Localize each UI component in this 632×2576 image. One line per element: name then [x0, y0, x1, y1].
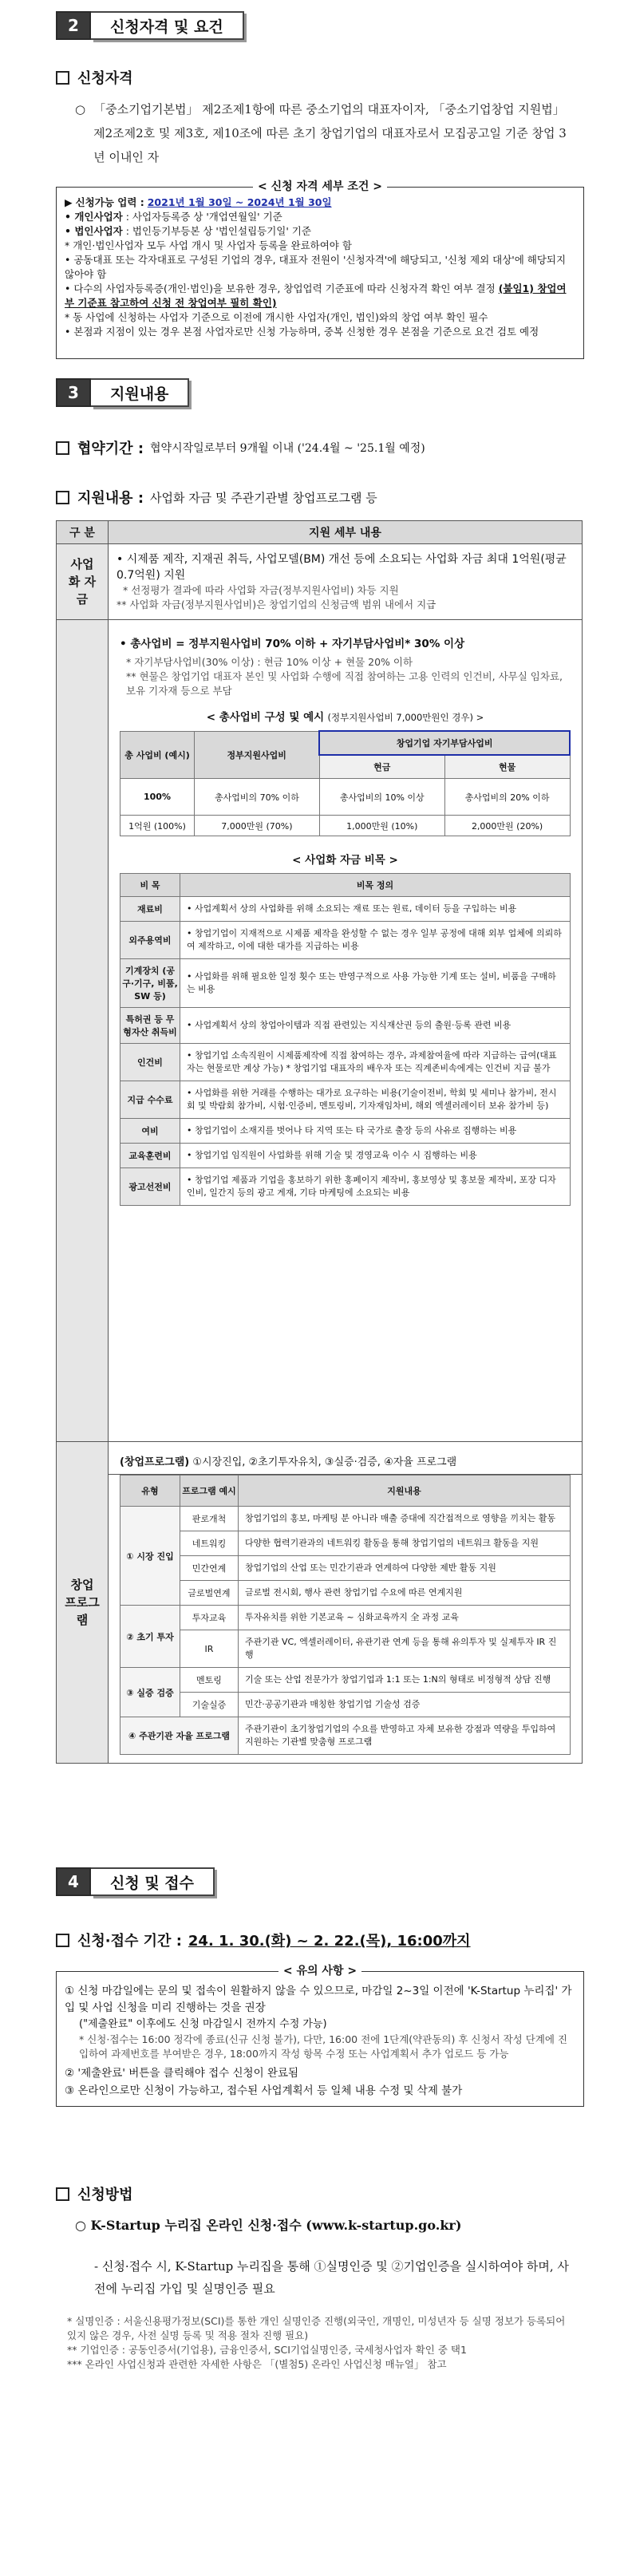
table-row-funding-detail [57, 620, 583, 1475]
program-type: ③ 실증 검증 [120, 1668, 180, 1717]
eligibility-conditions-box [56, 180, 584, 359]
program-example: 기술실증 [180, 1693, 239, 1717]
section-title: 신청 및 접수 [91, 1867, 215, 1896]
conditions-title: < 신청 자격 세부 조건 > [253, 178, 387, 194]
program-type: ④ 주관기관 자율 프로그램 [120, 1717, 239, 1755]
program-row [120, 1668, 571, 1693]
program-content: 주관기관이 초기창업기업의 수요를 반영하고 자체 보유한 강점과 역량을 투입하여 지원하는 기관별 맞춤형 프로그램 [239, 1717, 571, 1755]
circle-bullet-icon: ○ [75, 102, 86, 117]
heading-text: 협약기간 : [77, 441, 144, 457]
cost-item-definition: • 창업기업 소속직원이 시제품제작에 직접 참여하는 경우, 과제참여율에 따라 지급하는 급여(대표자는 현물로만 계상 가능) * 창업기업 대표자의 배우자 또는 직계존비속에게는 인건비 지급 불가 [180, 1044, 571, 1081]
section-number: 2 [56, 11, 91, 40]
program-content: 주관기관 VC, 엑셀러레이터, 유관기관 연계 등을 통해 유의투자 및 실제투자 IR 진행 [239, 1630, 571, 1668]
condition-label: • 법인사업자 [65, 225, 123, 237]
program-example: 투자교육 [180, 1606, 239, 1630]
funding-note: ** 사업화 자금(정부지원사업비)은 창업기업의 신청금액 범위 내에서 지급 [117, 599, 436, 610]
condition-text: * 동 사업에 신청하는 사업자 기준으로 이전에 개시한 사업자(개인, 법인)와의 창업 여부 확인 필수 [65, 311, 488, 323]
cost-item-name: 기계장치 (공구·기구, 비품, SW 등) [120, 959, 180, 1008]
in-kind-note: ** 현물은 창업기업 대표자 본인 및 사업화 수행에 직접 참여하는 고용 인력의 인건비, 사무실 임차료, 보유 기자재 등으로 부담 [126, 670, 563, 697]
cost-item-name: 광고선전비 [120, 1168, 180, 1206]
program-content: 창업기업의 산업 또는 민간기관과 연계하여 다양한 제반 활동 지원 [239, 1556, 571, 1581]
program-example: 민간연계 [180, 1556, 239, 1581]
program-content: 다양한 협력기관과의 네트워킹 활동을 통해 창업기업의 네트워크 활동을 지원 [239, 1531, 571, 1556]
row-label-text: 사업화 자금 [68, 557, 97, 606]
program-row [120, 1556, 571, 1581]
program-table [56, 1441, 583, 1764]
cost-item-definition: • 사업계획서 상의 창업아이템과 직접 관련있는 지식재산권 등의 출원·등록 관련 비용 [180, 1008, 571, 1044]
checkbox-square-icon [56, 2187, 69, 2201]
composition-title-text: < 총사업비 구성 및 예시 [206, 711, 325, 724]
agreement-period-heading [56, 437, 425, 458]
notice-box [56, 1965, 584, 2107]
cost-item-name: 지급 수수료 [120, 1081, 180, 1119]
condition-line [65, 210, 575, 224]
application-method-detail: - 신청·접수 시, K-Startup 누리집을 통해 ①실명인증 및 ②기업인증을 실시하여야 하며, 사전에 누리집 가입 및 실명인증 필요 [94, 2259, 569, 2296]
cost-row [120, 1081, 571, 1119]
comp-cell: 7,000만원 (70%) [195, 816, 320, 836]
comp-cell: 총사업비의 20% 이하 [444, 779, 570, 816]
cost-item-definition: • 창업기업이 지재적으로 시제품 제작을 완성할 수 없는 경우 일부 공정에 대해 외부 업체에 의뢰하여 제작하고, 이에 대한 대가를 지급하는 비용 [180, 922, 571, 959]
footnote-real-name: * 실명인증 : 서울신용평가정보(SCI)를 통한 개인 실명인증 진행(외국인, 개명인, 미성년자 등 실명 정보가 등록되어 있지 않은 경우, 사전 실명 등록 및 적용 절차 진행 필요) [67, 2315, 566, 2341]
checkbox-square-icon [56, 71, 69, 85]
footnote-company-auth: ** 기업인증 : 공동인증서(기업용), 금융인증서, SCI기업실명인증, 국세청사업자 확인 중 택1 [67, 2344, 467, 2356]
condition-label: • 개인사업자 [65, 211, 123, 223]
notice-item-1-note: ("제출완료" 이후에도 신청 마감일시 전까지 수정 가능) [79, 2018, 327, 2030]
row-label-empty [57, 620, 109, 1475]
cost-item-definition: • 사업화를 위한 거래를 수행하는 대가로 요구하는 비용(기술이전비, 학회 및 세미나 참가비, 전시회 및 박람회 참가비, 시험·인증비, 멘토링비, 기자재임차비, 해외 엑셀러레이터 보유 참가비 등) [180, 1081, 571, 1119]
program-row [120, 1606, 571, 1630]
cost-item-name: 교육훈련비 [120, 1144, 180, 1168]
cost-row [120, 922, 571, 959]
table-header-row [57, 521, 583, 544]
funding-line-1 [117, 551, 574, 583]
condition-line [65, 224, 575, 239]
notice-item-1: ① 신청 마감일에는 문의 및 접속이 원활하지 않을 수 있으므로, 마감일 2~3일 이전에 'K-Startup 누리집' 가입 및 사업 신청을 미리 진행하는 것을 권장 [65, 1985, 572, 2014]
application-method-line: ○ K-Startup 누리집 온라인 신청·접수 (www.k-startup.go.kr) [75, 2218, 462, 2233]
program-row [120, 1531, 571, 1556]
comp-cell: 2,000만원 (20%) [444, 816, 570, 836]
row-label [57, 1442, 109, 1764]
section-2-header [56, 11, 244, 40]
funding-main-text: • 시제품 제작, 지재권 취득, 사업모델(BM) 개선 등에 소요되는 사업화 자금 최대 1억원(평균 0.7억원) 지원 [117, 553, 567, 582]
cost-item-name: 재료비 [120, 897, 180, 922]
funding-detail-cell [109, 544, 583, 620]
column-header: 구 분 [57, 521, 109, 544]
footnote-manual: *** 온라인 사업신청과 관련한 자세한 사항은 「(별첨5) 온라인 사업신청 매뉴얼」 참고 [67, 2358, 447, 2370]
cost-row [120, 1119, 571, 1144]
cost-header-item: 비 목 [120, 874, 180, 897]
agreement-period-text: 협약시작일로부터 9개월 이내 ('24.4월 ~ '25.1월 예정) [150, 442, 425, 455]
application-period-heading [56, 1930, 471, 1950]
condition-line [65, 282, 575, 310]
funding-composition-cell [109, 620, 583, 1475]
program-type: ② 초기 투자 [120, 1606, 180, 1668]
comp-cell: 총사업비의 10% 이상 [319, 779, 444, 816]
section-title: 지원내용 [91, 378, 189, 407]
comp-header-total: 총 사업비 (예시) [120, 731, 195, 779]
condition-line [65, 253, 575, 282]
program-content: 기술 또는 산업 전문가가 창업기업과 1:1 또는 1:N의 형태로 비정형적 상담 진행 [239, 1668, 571, 1693]
program-summary [120, 1453, 571, 1468]
section-4-header [56, 1867, 215, 1896]
cost-items-title: < 사업화 자금 비목 > [292, 854, 398, 867]
cost-row [120, 959, 571, 1008]
total-cost-formula: • 총사업비 = 정부지원사업비 70% 이하 + 자기부담사업비* 30% 이상 [120, 638, 465, 650]
support-content-heading [56, 487, 377, 508]
program-row [120, 1717, 571, 1755]
program-summary-text: ①시장진입, ②초기투자유치, ③실증·검증, ④자율 프로그램 [192, 1456, 457, 1468]
heading-text: 지원내용 : [77, 490, 144, 507]
section-title: 신청자격 및 요건 [91, 11, 244, 40]
cost-rows [120, 897, 571, 1206]
notice-item-3: ③ 온라인으로만 신청이 가능하고, 접수된 사업계획서 등 일체 내용 수정 및 삭제 불가 [65, 2084, 463, 2097]
prog-header-example: 프로그램 예시 [180, 1476, 239, 1507]
condition-line [65, 239, 575, 253]
funding-note: * 선정평가 결과에 따라 사업화 자금(정부지원사업비) 차등 지원 [123, 584, 399, 596]
section-number: 4 [56, 1867, 91, 1896]
program-example: 네트워킹 [180, 1531, 239, 1556]
cost-item-name: 여비 [120, 1119, 180, 1144]
self-burden-note: * 자기부담사업비(30% 이상) : 현금 10% 이상 + 현물 20% 이하 [126, 656, 413, 668]
cost-row [120, 897, 571, 922]
condition-text: • 본점과 지점이 있는 경우 본점 사업자로만 신청 가능하며, 중복 신청한 경우 본점을 기준으로 요건 검토 예정 [65, 326, 539, 338]
condition-text: • 다수의 사업자등록증(개인·법인)을 보유한 경우, 창업업력 기준표에 따라 신청자격 확인 여부 결정 [65, 282, 499, 294]
program-content: 투자유치를 위한 기본교육 ~ 심화교육까지 全 과정 교육 [239, 1606, 571, 1630]
triangle-bullet-icon: ▶ [65, 196, 76, 208]
comp-header-inkind: 현물 [444, 755, 570, 779]
support-detail-table [56, 520, 583, 1475]
period-value: 2021년 1월 30일 ~ 2024년 1월 30일 [147, 196, 332, 208]
cost-item-name: 외주용역비 [120, 922, 180, 959]
condition-text: : 법인등기부등본 상 '법인설립등기일' 기준 [122, 225, 311, 237]
section-number: 3 [56, 378, 91, 407]
program-rows [120, 1507, 571, 1755]
heading-text: 신청방법 [77, 2187, 133, 2203]
composition-subtitle: (정부지원사업비 7,000만원인 경우) > [327, 712, 484, 723]
cost-item-definition: • 창업기업 제품과 기업을 홍보하기 위한 홍페이지 제작비, 홍보영상 및 홍보물 제작비, 포장 디자인비, 일간지 등의 광고 게재, 기타 마케팅에 소요되는 비용 [180, 1168, 571, 1206]
program-content: 창업기업의 홍보, 마케팅 분 아니라 매출 증대에 직간접적으로 영향을 끼치는 활동 [239, 1507, 571, 1531]
heading-text: 신청·접수 기간 : [77, 1933, 182, 1950]
comp-cell: 총사업비의 70% 이하 [195, 779, 320, 816]
program-detail-cell [109, 1442, 583, 1764]
program-row [120, 1693, 571, 1717]
program-example: 멘토링 [180, 1668, 239, 1693]
column-header: 지원 세부 내용 [109, 521, 583, 544]
condition-line [65, 310, 575, 325]
cost-row [120, 1168, 571, 1206]
comp-header-gov: 정부지원사업비 [195, 731, 320, 779]
condition-line [65, 325, 575, 339]
program-example: 판로개척 [180, 1507, 239, 1531]
row-label [57, 544, 109, 620]
cost-item-name: 인건비 [120, 1044, 180, 1081]
period-label: 신청가능 업력 : [75, 196, 144, 208]
cost-item-definition: • 사업화를 위해 필요한 일정 횟수 또는 반영구적으로 사용 가능한 기계 또는 설비, 비품을 구매하는 비용 [180, 959, 571, 1008]
cost-item-definition: • 사업계획서 상의 사업화를 위해 소요되는 재료 또는 원료, 데이터 등을 구입하는 비용 [180, 897, 571, 922]
program-example: IR [180, 1630, 239, 1668]
composition-title [120, 708, 571, 724]
notice-title: < 유의 사항 > [278, 1962, 361, 1978]
cost-row [120, 1044, 571, 1081]
checkbox-square-icon [56, 441, 69, 455]
composition-table [120, 730, 571, 836]
table-row-funding [57, 544, 583, 620]
cost-header-definition: 비목 정의 [180, 874, 571, 897]
eligibility-text: 「중소기업기본법」 제2조제1항에 따른 중소기업의 대표자이자, 「중소기업창업 지원법」 제2조제2호 및 제3호, 제10조에 따른 초기 창업기업의 대표자로서 모집공고일 기준 창업 3년 이내인 자 [93, 102, 567, 164]
section-3-header [56, 378, 189, 407]
program-type: ① 시장 진입 [120, 1507, 180, 1606]
cost-item-name: 특허권 등 무형자산 취득비 [120, 1008, 180, 1044]
comp-header-cash: 현금 [319, 755, 444, 779]
condition-text: : 사업자등록증 상 '개업연월일' 기준 [122, 211, 282, 223]
program-row [120, 1630, 571, 1668]
conditions-list [65, 210, 575, 339]
checkbox-square-icon [56, 491, 69, 504]
comp-cell: 1,000만원 (10%) [319, 816, 444, 836]
eligibility-paragraph [75, 97, 578, 169]
program-example: 글로벌연계 [180, 1581, 239, 1606]
condition-text: • 공동대표 또는 각자대표로 구성된 기업의 경우, 대표자 전원이 '신청자격'에 해당되고, '신청 제외 대상'에 해당되지 않아야 함 [65, 254, 567, 280]
condition-emphasis: (붙임1) 창업여부 기준표 참고하여 신청 전 창업여부 필히 확인) [65, 282, 567, 309]
program-content: 민간·공공기관과 매칭한 창업기업 기술성 검증 [239, 1693, 571, 1717]
support-content-text: 사업화 자금 및 주관기관별 창업프로그램 등 [150, 490, 377, 505]
program-row [120, 1507, 571, 1531]
condition-text: * 개인·법인사업자 모두 사업 개시 및 사업자 등록을 완료하여야 함 [65, 239, 352, 251]
comp-cell: 1억원 (100%) [120, 816, 195, 836]
program-summary-label: (창업프로그램) [120, 1456, 190, 1468]
prog-header-content: 지원내용 [239, 1476, 571, 1507]
cost-items-table [120, 873, 571, 1206]
program-row [120, 1581, 571, 1606]
comp-cell: 100% [120, 779, 195, 816]
prog-header-type: 유형 [120, 1476, 180, 1507]
cost-item-definition: • 창업기업 임직원이 사업화를 위해 기술 및 경영교육 이수 시 집행하는 비용 [180, 1144, 571, 1168]
program-content: 글로벌 전시회, 행사 관련 창업기업 수요에 따른 연계지원 [239, 1581, 571, 1606]
row-label-text: 창업 프로그램 [65, 1578, 100, 1627]
notice-item-2: ② '제출완료' 버튼을 클릭해야 접수 신청이 완료됨 [65, 2067, 299, 2080]
period-line [65, 196, 575, 210]
application-period-text: 24. 1. 30.(화) ~ 2. 22.(목), 16:00까지 [188, 1933, 471, 1950]
eligibility-heading [56, 67, 133, 88]
heading-text: 신청자격 [77, 70, 133, 87]
application-method-heading [56, 2183, 133, 2204]
checkbox-square-icon [56, 1934, 69, 1947]
cost-row [120, 1008, 571, 1044]
footnotes [67, 2314, 578, 2372]
comp-header-self: 창업기업 자기부담사업비 [319, 731, 570, 755]
program-types-table [120, 1475, 571, 1755]
cost-row [120, 1144, 571, 1168]
notice-item-1-detail: * 신청·접수는 16:00 정각에 종료(신규 신청 불가), 다만, 16:00 전에 1단계(약관동의) 후 신청서 작성 단계에 진입하여 과제번호를 부여받은 경우, 18:00까지 작성 항목 수정 또는 사업계획서 추가 업로드 등 가능 [79, 2033, 567, 2060]
cost-item-definition: • 창업기업이 소재지를 벗어나 타 지역 또는 타 국가로 출장 등의 사유로 집행하는 비용 [180, 1119, 571, 1144]
